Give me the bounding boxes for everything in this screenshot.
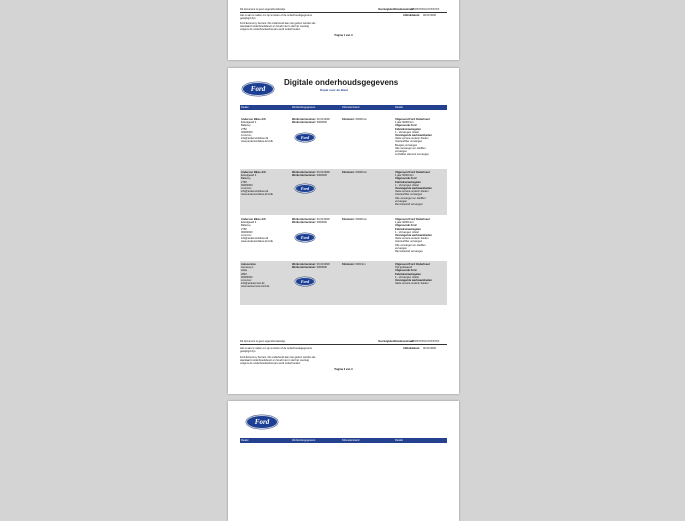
detail-line: Vervangende werkzaamheden <box>395 187 432 191</box>
details-cell <box>395 263 432 285</box>
workorder-date-label: Werkordernummer: <box>292 171 317 174</box>
document-page-2 <box>228 68 459 394</box>
workorder-date-label: Werkordernummer: <box>292 118 317 121</box>
mileage-cell <box>342 118 367 121</box>
dealer-line: 2750 <box>241 127 247 131</box>
detail-line: Uitgevoerd Ford Onderhoud <box>395 218 430 221</box>
ford-logo-text: Ford <box>300 279 310 284</box>
workorder-number-label: Werkordernummer: <box>292 174 317 178</box>
ford-logo-small <box>295 133 315 142</box>
footer-note: gewijzigd zijn. <box>240 350 257 353</box>
mileage-label: Kilometer: <box>342 218 355 221</box>
detail-line: Olie vervangen en oliefilter <box>395 196 426 200</box>
detail-line: Olie vervangen en oliefilter <box>395 146 426 150</box>
dealer-line: Enkelgaard 4 <box>241 221 257 225</box>
mileage-label: Kilometer: <box>342 171 355 174</box>
page-number: Pagina 1 van 3 <box>334 34 353 37</box>
details-cell <box>395 118 432 156</box>
mileage-value: 00000 km <box>355 171 367 174</box>
detail-line: Vaste service-onderd. bieden <box>395 137 429 141</box>
detail-line: vervangen <box>395 246 408 250</box>
workorder-date-label: Werkordernummer: <box>292 218 317 221</box>
workorder-number-label: Werkordernummer: <box>292 266 317 270</box>
details-cell <box>395 171 432 206</box>
mileage-cell <box>342 263 366 266</box>
dealer-line: www.andersonbikes-ford.dk <box>241 193 273 197</box>
detail-line: 1 - Vervangen rolstel <box>395 230 419 234</box>
ford-logo-text: Ford <box>300 135 310 140</box>
footer-note: volgens de onderhoudsschema's werd onderhouden. <box>240 28 301 31</box>
mileage-label: Kilometer: <box>342 263 355 266</box>
detail-line: Uitgevoerde Ford <box>395 177 417 181</box>
detail-line: Vervangende werkzaamheden <box>395 279 432 283</box>
ford-logo-text: Ford <box>300 235 310 240</box>
detail-line: Interieurfilter vervangen <box>395 140 423 144</box>
footer-note: Ford Economy Service: Dit onderhoud kan niet gezien worden als <box>240 22 316 25</box>
workorder-date: 00.00.0000 <box>316 118 330 121</box>
mileage-value: 0000 km <box>355 263 366 266</box>
ford-logo-small <box>295 184 315 193</box>
column-header: Details <box>395 439 403 442</box>
dealer-line: 2750 <box>241 180 247 184</box>
dealer-name: Autoservice <box>241 263 256 266</box>
table-row <box>240 261 447 305</box>
detail-line: Remvloeistof vervangen <box>395 250 423 254</box>
detail-line: 1 - Vervangen rolstel <box>395 275 419 279</box>
dealer-line: 2840 <box>241 272 247 276</box>
detail-line: vervangen <box>395 150 408 154</box>
ford-logo <box>242 82 274 96</box>
footer-note: Het is aan te raden om op te letten of de onderhoudsgegevens <box>240 347 312 350</box>
detail-line: Uitgevoerd Ford Onderhoud <box>395 171 430 174</box>
dealer-line: Gentevej 1 <box>241 266 254 270</box>
detail-line: Vaste service-onderd. bieden <box>395 190 429 194</box>
dealer-line: 00000000 <box>241 130 253 134</box>
ford-logo-text: Ford <box>250 85 266 93</box>
detail-line: 1 - Vervangen rolstel <box>395 130 419 134</box>
workorder-cell <box>292 118 330 124</box>
details-cell <box>395 218 432 253</box>
footer-print-label: Afdrukdatum: <box>403 14 421 17</box>
dealer-line: www.autoservice-ford.dk <box>241 285 270 289</box>
document-page-1 <box>228 0 459 60</box>
dealer-line: xxxxxxxx <box>241 134 252 138</box>
footer-note: volgens de onderhoudsschema's werd onderhouden. <box>240 362 301 365</box>
workorder-number: 0000000 <box>316 174 327 178</box>
dealer-line: xxxxxxxx <box>241 187 252 191</box>
footer-vin-value: WF0XXXXGCXXXXXXX <box>411 8 440 11</box>
detail-line: Vervangende werkzaamheden <box>395 234 432 238</box>
footer-print-value: 00.00.0000 <box>423 14 436 17</box>
footer-disclaimer: Dit document is geen eigendomsbewijs. <box>240 8 286 11</box>
dealer-line: info@autoservice.dk <box>241 282 265 286</box>
footer-note: Ford Economy Service: Dit onderhoud kan niet gezien worden als <box>240 356 316 359</box>
detail-line: vervangen <box>395 199 408 203</box>
detail-line: Interieurfilter vervangen <box>395 193 423 197</box>
dealer-line: info@andersonbikes.dk <box>241 137 269 141</box>
dealer-line: 2750 <box>241 227 247 231</box>
column-header: Werkordergegevens <box>292 439 316 442</box>
detail-line: Fabrieksmaatregelen <box>395 227 421 231</box>
workorder-number: 0000000 <box>316 221 327 225</box>
detail-line: 1 jaar 00000 km <box>395 174 414 178</box>
mileage-cell <box>342 171 367 174</box>
workorder-date-label: Werkordernummer: <box>292 263 317 266</box>
detail-line: Vervangende werkzaamheden <box>395 134 432 138</box>
workorder-number: 0000000 <box>316 266 327 270</box>
mileage-value: 00000 km <box>355 118 367 121</box>
footer-vin-label: Voertuigidentificatienummer: <box>378 8 414 11</box>
workorder-number-label: Werkordernummer: <box>292 121 317 125</box>
workorder-number-label: Werkordernummer: <box>292 221 317 225</box>
dealer-line: www.andersonbikes-ford.dk <box>241 140 273 144</box>
page-subtitle: Kopie voor de klant <box>320 88 348 92</box>
detail-line: Interieurfilter vervangen <box>395 240 423 244</box>
dealer-line: Enkelgaard 4 <box>241 121 257 125</box>
dealer-line: 00000000 <box>241 183 253 187</box>
detail-line: Luchtfilter element vervangen <box>395 153 430 157</box>
dealer-cell <box>241 171 273 197</box>
detail-line: Bougies vervangen <box>395 143 418 147</box>
detail-line: Uitgevoerde Ford <box>395 269 417 273</box>
column-header: Werkordergegevens <box>292 106 316 109</box>
ford-logo <box>246 415 278 429</box>
dealer-name: Anderson Bikes A/S <box>241 171 266 174</box>
detail-line: Uitgevoerde Ford <box>395 124 417 128</box>
footer-note: standaard onderhoudsbeurt en houdt niet in dat het voertuig <box>240 359 309 362</box>
table-row <box>240 169 447 215</box>
detail-line: Remvloeistof vervangen <box>395 203 423 207</box>
mileage-value: 00000 km <box>355 218 367 221</box>
workorder-date: 00.00.0000 <box>316 218 330 221</box>
table-row <box>240 216 447 260</box>
ford-logo-small <box>295 233 315 242</box>
footer-note: gewijzigd zijn. <box>240 17 257 20</box>
dealer-line: Holte <box>241 269 248 273</box>
detail-line: Uitgevoerde Ford <box>395 224 417 228</box>
column-header: Kilometerstand <box>342 439 360 442</box>
page-title: Digitale onderhoudsgegevens <box>284 78 399 87</box>
table-row <box>240 116 447 168</box>
dealer-cell <box>241 118 273 144</box>
dealer-line: 00000000 <box>241 275 253 279</box>
detail-line: Fabrieksmaatregelen <box>395 272 421 276</box>
detail-line: Fabrieksmaatregelen <box>395 127 421 131</box>
mileage-cell <box>342 218 367 221</box>
column-header: Dealer <box>241 106 249 109</box>
detail-line: Uitgevoerd Ford Onderhoud <box>395 263 430 266</box>
footer-disclaimer: Dit document is geen eigendomsbewijs. <box>240 340 286 343</box>
footer-note: Het is aan te raden om op te letten of de onderhoudsgegevens <box>240 14 312 17</box>
dealer-line: Ballerup <box>241 224 251 228</box>
mileage-label: Kilometer: <box>342 118 355 121</box>
dealer-line: www.andersonbikes-ford.dk <box>241 240 273 244</box>
dealer-line: Ballerup <box>241 124 251 128</box>
detail-line: Tijd gebaseerd <box>395 266 413 270</box>
dealer-line: Enkelgaard 4 <box>241 174 257 178</box>
dealer-line: xxxxxxxx <box>241 234 252 238</box>
dealer-cell <box>241 218 273 244</box>
ford-logo-small <box>295 277 315 286</box>
detail-line: 1 jaar 00000 km <box>395 121 414 125</box>
detail-line: Vaste service-onderd. bieden <box>395 237 429 241</box>
detail-line: Olie vervangen en oliefilter <box>395 243 426 247</box>
detail-line: Uitgevoerd Ford Onderhoud <box>395 118 430 121</box>
detail-line: 1 jaar 00000 km <box>395 221 414 225</box>
dealer-name: Anderson Bikes A/S <box>241 118 266 121</box>
detail-line: 1 - Vervangen rolstel <box>395 183 419 187</box>
detail-line: Vaste service-onderd. bieden <box>395 282 429 286</box>
dealer-line: info@andersonbikes.dk <box>241 190 269 194</box>
page-number: Pagina 2 van 3 <box>334 368 353 371</box>
detail-line: Fabrieksmaatregelen <box>395 180 421 184</box>
footer-print-value: 00.00.0000 <box>423 347 436 350</box>
workorder-cell <box>292 263 330 269</box>
workorder-number: 0000000 <box>316 121 327 125</box>
column-header: Details <box>395 106 403 109</box>
ford-logo-text: Ford <box>254 418 270 426</box>
table-header <box>240 105 447 110</box>
dealer-line: Ballerup <box>241 177 251 181</box>
footer-note: standaard onderhoudsbeurt en houdt niet in dat het voertuig <box>240 25 309 28</box>
dealer-cell <box>241 263 269 289</box>
column-header: Dealer <box>241 439 249 442</box>
footer-print-label: Afdrukdatum: <box>403 347 421 350</box>
workorder-date: 00.00.0000 <box>316 171 330 174</box>
footer-vin-value: WF0XXXXGCXXXXXXX <box>411 340 440 343</box>
ford-logo-text: Ford <box>300 186 310 191</box>
workorder-cell <box>292 171 330 177</box>
workorder-date: 00.00.0000 <box>316 263 330 266</box>
dealer-line: 00000000 <box>241 230 253 234</box>
workorder-cell <box>292 218 330 224</box>
column-header: Kilometerstand <box>342 106 360 109</box>
footer-vin-label: Voertuigidentificatienummer: <box>378 340 414 343</box>
document-page-3 <box>228 401 459 521</box>
dealer-name: Anderson Bikes A/S <box>241 218 266 221</box>
dealer-line: info@andersonbikes.dk <box>241 237 269 241</box>
dealer-line: xxxxxxxx <box>241 279 252 283</box>
table-header <box>240 438 447 443</box>
